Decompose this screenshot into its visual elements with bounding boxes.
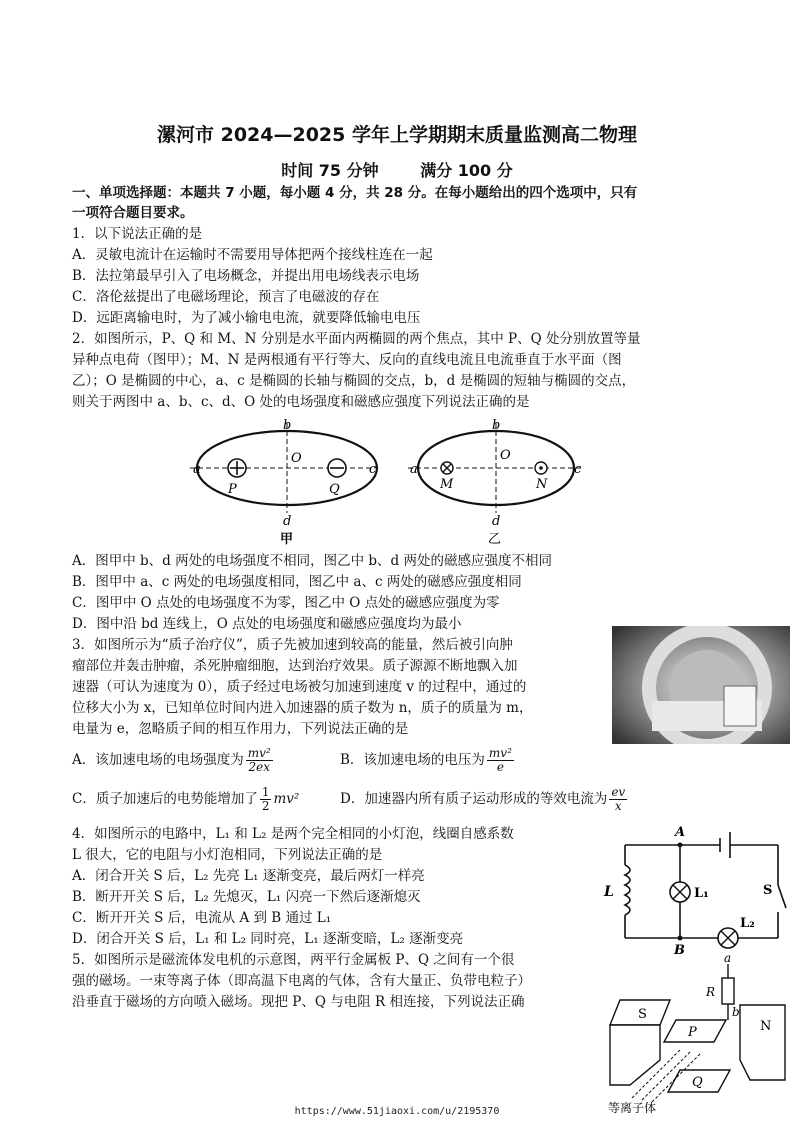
q1-option-b: B．法拉第最早引入了电场概念，并提出用电场线表示电场 xyxy=(72,268,420,284)
q3-a-den: 2ex xyxy=(248,760,270,774)
q4-option-d: D．闭合开关 S 后，L₁ 和 L₂ 同时亮，L₁ 逐渐变暗，L₂ 逐渐变亮 xyxy=(72,931,464,947)
q4-option-b: B．断开开关 S 后，L₂ 先熄灭，L₁ 闪亮一下然后逐渐熄灭 xyxy=(72,889,421,905)
label-b: b xyxy=(732,1005,740,1019)
exam-score: 满分 100 分 xyxy=(420,161,513,180)
label-L1: L₁ xyxy=(694,886,709,901)
q3-stem-2: 瘤部位并轰击肿瘤，杀死肿瘤细胞，达到治疗效果。质子源源不断地飘入加 xyxy=(72,658,518,674)
q1-option-d: D．远距离输电时，为了减小输电电流，就要降低输电电压 xyxy=(72,310,421,326)
label-A: A xyxy=(675,825,686,840)
q2-option-b: B．图甲中 a、c 两处的电场强度相同，图乙中 a、c 两处的磁感应强度相同 xyxy=(72,574,522,590)
q3-option-a xyxy=(72,744,275,776)
q3-option-c xyxy=(72,783,299,815)
label-n: N xyxy=(536,477,548,492)
q4-option-a: A．闭合开关 S 后，L₂ 先亮 L₁ 逐渐变亮，最后两灯一样亮 xyxy=(72,868,425,884)
label-Q: Q xyxy=(692,1075,703,1090)
label-R: R xyxy=(706,985,716,999)
label-d-right: d xyxy=(492,514,501,529)
q2-stem-1: 2．如图所示，P、Q 和 M、N 分别是水平面内两椭圆的两个焦点，其中 P、Q 处分别放置等量 xyxy=(72,331,641,347)
footer-url: https://www.51jiaoxi.com/u/2195370 xyxy=(294,1106,500,1117)
label-N: N xyxy=(760,1019,772,1034)
label-a: a xyxy=(724,951,732,965)
label-L: L xyxy=(604,884,614,900)
label-P: P xyxy=(688,1025,697,1040)
label-plasma: 等离子体 xyxy=(608,1101,657,1115)
q3-a-num: mv² xyxy=(247,746,271,760)
label-B: B xyxy=(674,943,685,958)
label-c-right: c xyxy=(574,462,582,477)
q3-option-d xyxy=(340,783,629,815)
label-a: a xyxy=(193,462,201,477)
q2-option-c: C．图甲中 O 点处的电场强度不为零，图乙中 O 点处的磁感应强度为零 xyxy=(72,595,500,611)
caption-yi: 乙 xyxy=(488,532,502,547)
q4-option-c: C．断开开关 S 后，电流从 A 到 B 通过 L₁ xyxy=(72,910,332,926)
q2-stem-4: 则关于两图中 a、b、c、d、O 处的电场强度和磁感应强度下列说法正确的是 xyxy=(72,394,530,410)
q1-stem: 1．以下说法正确的是 xyxy=(72,226,203,242)
label-o: O xyxy=(291,451,302,466)
q3-c-fraction xyxy=(260,786,272,813)
q2-stem-2: 异种点电荷（图甲）；M、N 是两根通有平行等大、反向的直线电流且电流垂直于水平面（图 xyxy=(72,352,622,368)
q4-stem-1: 4．如图所示的电路中，L₁ 和 L₂ 是两个完全相同的小灯泡，线圈自感系数 xyxy=(72,826,514,842)
label-L2: L₂ xyxy=(740,916,755,931)
label-S: S xyxy=(763,883,773,898)
q3-d-den: x xyxy=(614,799,622,813)
q3-c-post: mv² xyxy=(273,791,300,807)
section-heading: 一、单项选择题：本题共 7 小题，每小题 4 分，共 28 分。在每小题给出的四个选项中，只有 xyxy=(72,185,638,201)
label-b-right: b xyxy=(492,418,501,433)
q3-d-text: D．加速器内所有质子运动形成的等效电流为 xyxy=(340,791,608,807)
q3-d-fraction xyxy=(609,786,627,813)
q3-stem-4: 位移大小为 x，已知单位时间内进入加速器的质子数为 n，质子的质量为 m， xyxy=(72,700,533,716)
label-q: Q xyxy=(329,482,340,497)
inductor-icon xyxy=(625,865,630,915)
q3-a-fraction xyxy=(246,747,273,774)
q4-circuit-figure xyxy=(590,820,790,960)
q2-stem-3: 乙）；O 是椭圆的中心，a、c 是椭圆的长轴与椭圆的交点，b，d 是椭圆的短轴与椭圆的交点， xyxy=(72,373,636,389)
q3-a-text: A．该加速电场的电场强度为 xyxy=(72,752,244,768)
q2-option-a: A．图甲中 b、d 两处的电场强度不相同，图乙中 b、d 两处的磁感应强度不相同 xyxy=(72,553,552,569)
q4-stem-2: L 很大，它的电阻与小灯泡相同，下列说法正确的是 xyxy=(72,847,383,863)
q5-mhd-generator-figure xyxy=(600,950,790,1115)
q3-c-den: 2 xyxy=(261,799,270,813)
label-p: P xyxy=(228,482,237,497)
q5-stem-1: 5．如图所示是磁流体发电机的示意图，两平行金属板 P、Q 之间有一个很 xyxy=(72,952,515,968)
label-a-right: a xyxy=(410,462,418,477)
exam-time: 时间 75 分钟 xyxy=(281,161,379,180)
q1-option-a: A．灵敏电流计在运输时不需要用导体把两个接线柱连在一起 xyxy=(72,247,433,263)
q3-stem-5: 电量为 e，忽略质子间的相互作用力，下列说法正确的是 xyxy=(72,721,409,737)
magnet-n xyxy=(740,1005,785,1080)
label-b: b xyxy=(283,418,292,433)
label-m: M xyxy=(440,477,454,492)
q3-b-text: B．该加速电场的电压为 xyxy=(340,752,485,768)
page-title: 漯河市 2024—2025 学年上学期期末质量监测高二物理 xyxy=(157,124,637,146)
q1-option-c: C．洛伦兹提出了电磁场理论，预言了电磁波的存在 xyxy=(72,289,380,305)
q2-figure xyxy=(190,413,590,548)
label-c: c xyxy=(369,462,377,477)
exam-info xyxy=(0,158,794,181)
q3-b-fraction xyxy=(487,747,514,774)
q3-option-b xyxy=(340,744,516,776)
caption-jia: 甲 xyxy=(280,532,294,547)
label-d: d xyxy=(283,514,292,529)
q2-option-d: D．图中沿 bd 连线上，O 点处的电场强度和磁感应强度均为最小 xyxy=(72,616,462,632)
q3-d-num: ev xyxy=(611,785,626,799)
resistor-icon xyxy=(722,978,734,1004)
proton-therapy-photo xyxy=(612,626,790,744)
q3-stem-1: 3．如图所示为“质子治疗仪”，质子先被加速到较高的能量，然后被引向肿 xyxy=(72,637,513,653)
switch-icon xyxy=(778,885,786,908)
q5-stem-3: 沿垂直于磁场的方向喷入磁场。现把 P、Q 与电阻 R 相连接，下列说法正确 xyxy=(72,994,525,1010)
q3-stem-3: 速器（可认为速度为 0），质子经过电场被匀加速到速度 v 的过程中，通过的 xyxy=(72,679,527,695)
q3-b-den: e xyxy=(496,760,504,774)
section-heading-cont: 一项符合题目要求。 xyxy=(72,205,194,221)
q3-c-text: C．质子加速后的电势能增加了 xyxy=(72,791,258,807)
q3-c-num: 1 xyxy=(261,785,270,799)
label-S: S xyxy=(638,1007,647,1022)
q3-b-num: mv² xyxy=(488,746,512,760)
label-o-right: O xyxy=(500,448,511,463)
q5-stem-2: 强的磁场。一束等离子体（即高温下电离的气体，含有大量正、负带电粒子） xyxy=(72,973,531,989)
